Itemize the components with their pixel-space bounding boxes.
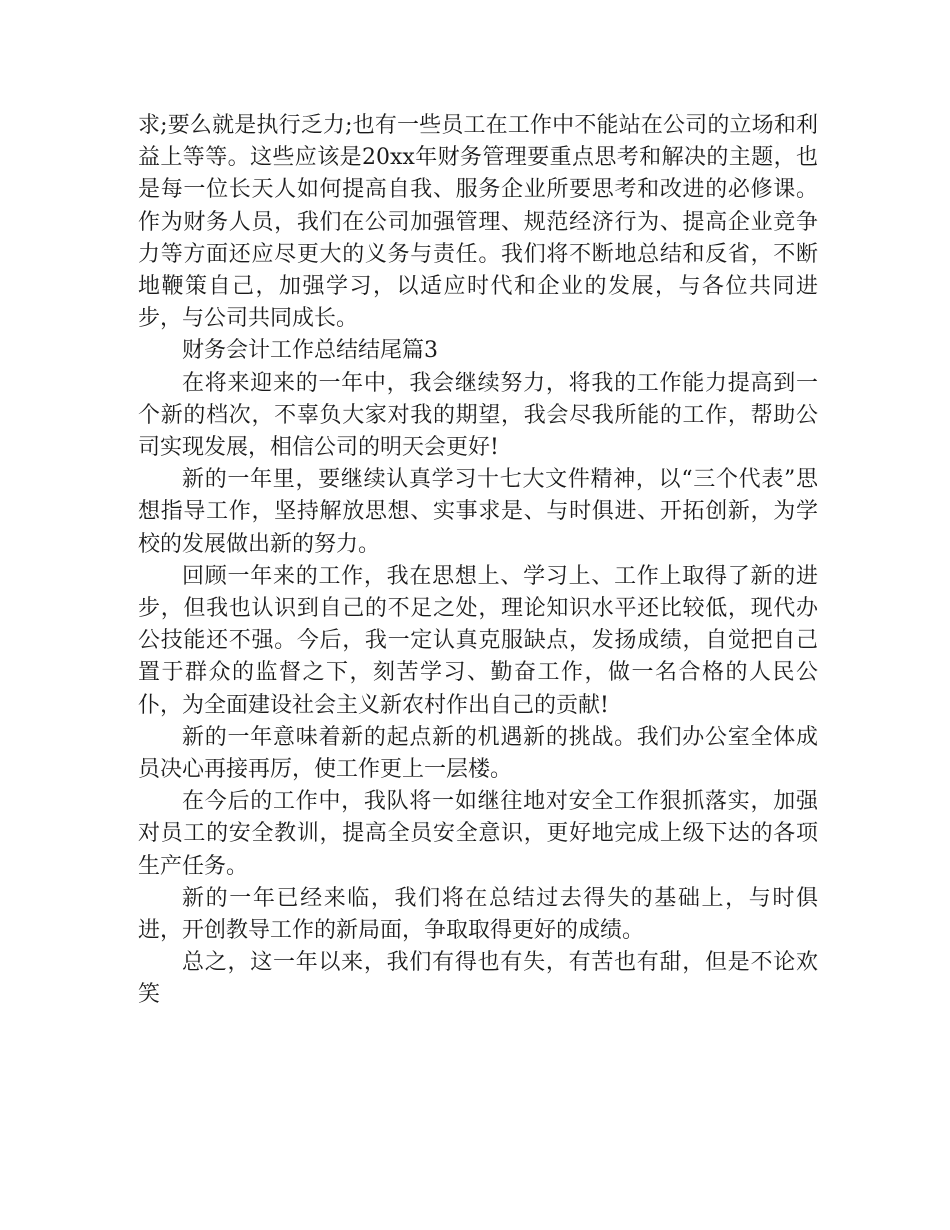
document-body [138,110,818,1012]
paragraph: 在将来迎来的一年中，我会继续努力，将我的工作能力提高到一个新的档次，不辜负大家对我的期望，我会尽我所能的工作，帮助公司实现发展，相信公司的明天会更好! [138,370,818,461]
paragraph: 新的一年已经来临，我们将在总结过去得失的基础上，与时俱进，开创教导工作的新局面，争取取得更好的成绩。 [138,885,818,944]
paragraph: 回顾一年来的工作，我在思想上、学习上、工作上取得了新的进步，但我也认识到自己的不足之处，理论知识水平还比较低，现代办公技能还不强。今后，我一定认真克服缺点，发扬成绩，自觉把自己置于群众的监督之下，刻苦学习、勤奋工作，做一名合格的人民公仆，为全面建设社会主义新农村作出自己的贡献! [138,563,818,718]
paragraph: 新的一年里，要继续认真学习十七大文件精神，以“三个代表”思想指导工作，坚持解放思想、实事求是、与时俱进、开拓创新，为学校的发展做出新的努力。 [138,467,818,557]
section-heading: 财务会计工作总结结尾篇3 [182,338,438,364]
paragraph-continuation: 求;要么就是执行乏力;也有一些员工在工作中不能站在公司的立场和利益上等等。这些应该是20xx年财务管理要重点思考和解决的主题，也是每一位长天人如何提高自我、服务企业所要思考和改进的必修课。作为财务人员，我们在公司加强管理、规范经济行为、提高企业竞争力等方面还应尽更大的义务与责任。我们将不断地总结和反省，不断地鞭策自己，加强学习，以适应时代和企业的发展，与各位共同进步，与公司共同成长。 [138,113,818,332]
paragraph: 新的一年意味着新的起点新的机遇新的挑战。我们办公室全体成员决心再接再厉，使工作更上一层楼。 [138,724,818,783]
paragraph: 在今后的工作中，我队将一如继往地对安全工作狠抓落实，加强对员工的安全教训，提高全员安全意识，更好地完成上级下达的各项生产任务。 [138,789,818,879]
paragraph: 总之，这一年以来，我们有得也有失，有苦也有甜，但是不论欢笑 [138,950,818,1008]
